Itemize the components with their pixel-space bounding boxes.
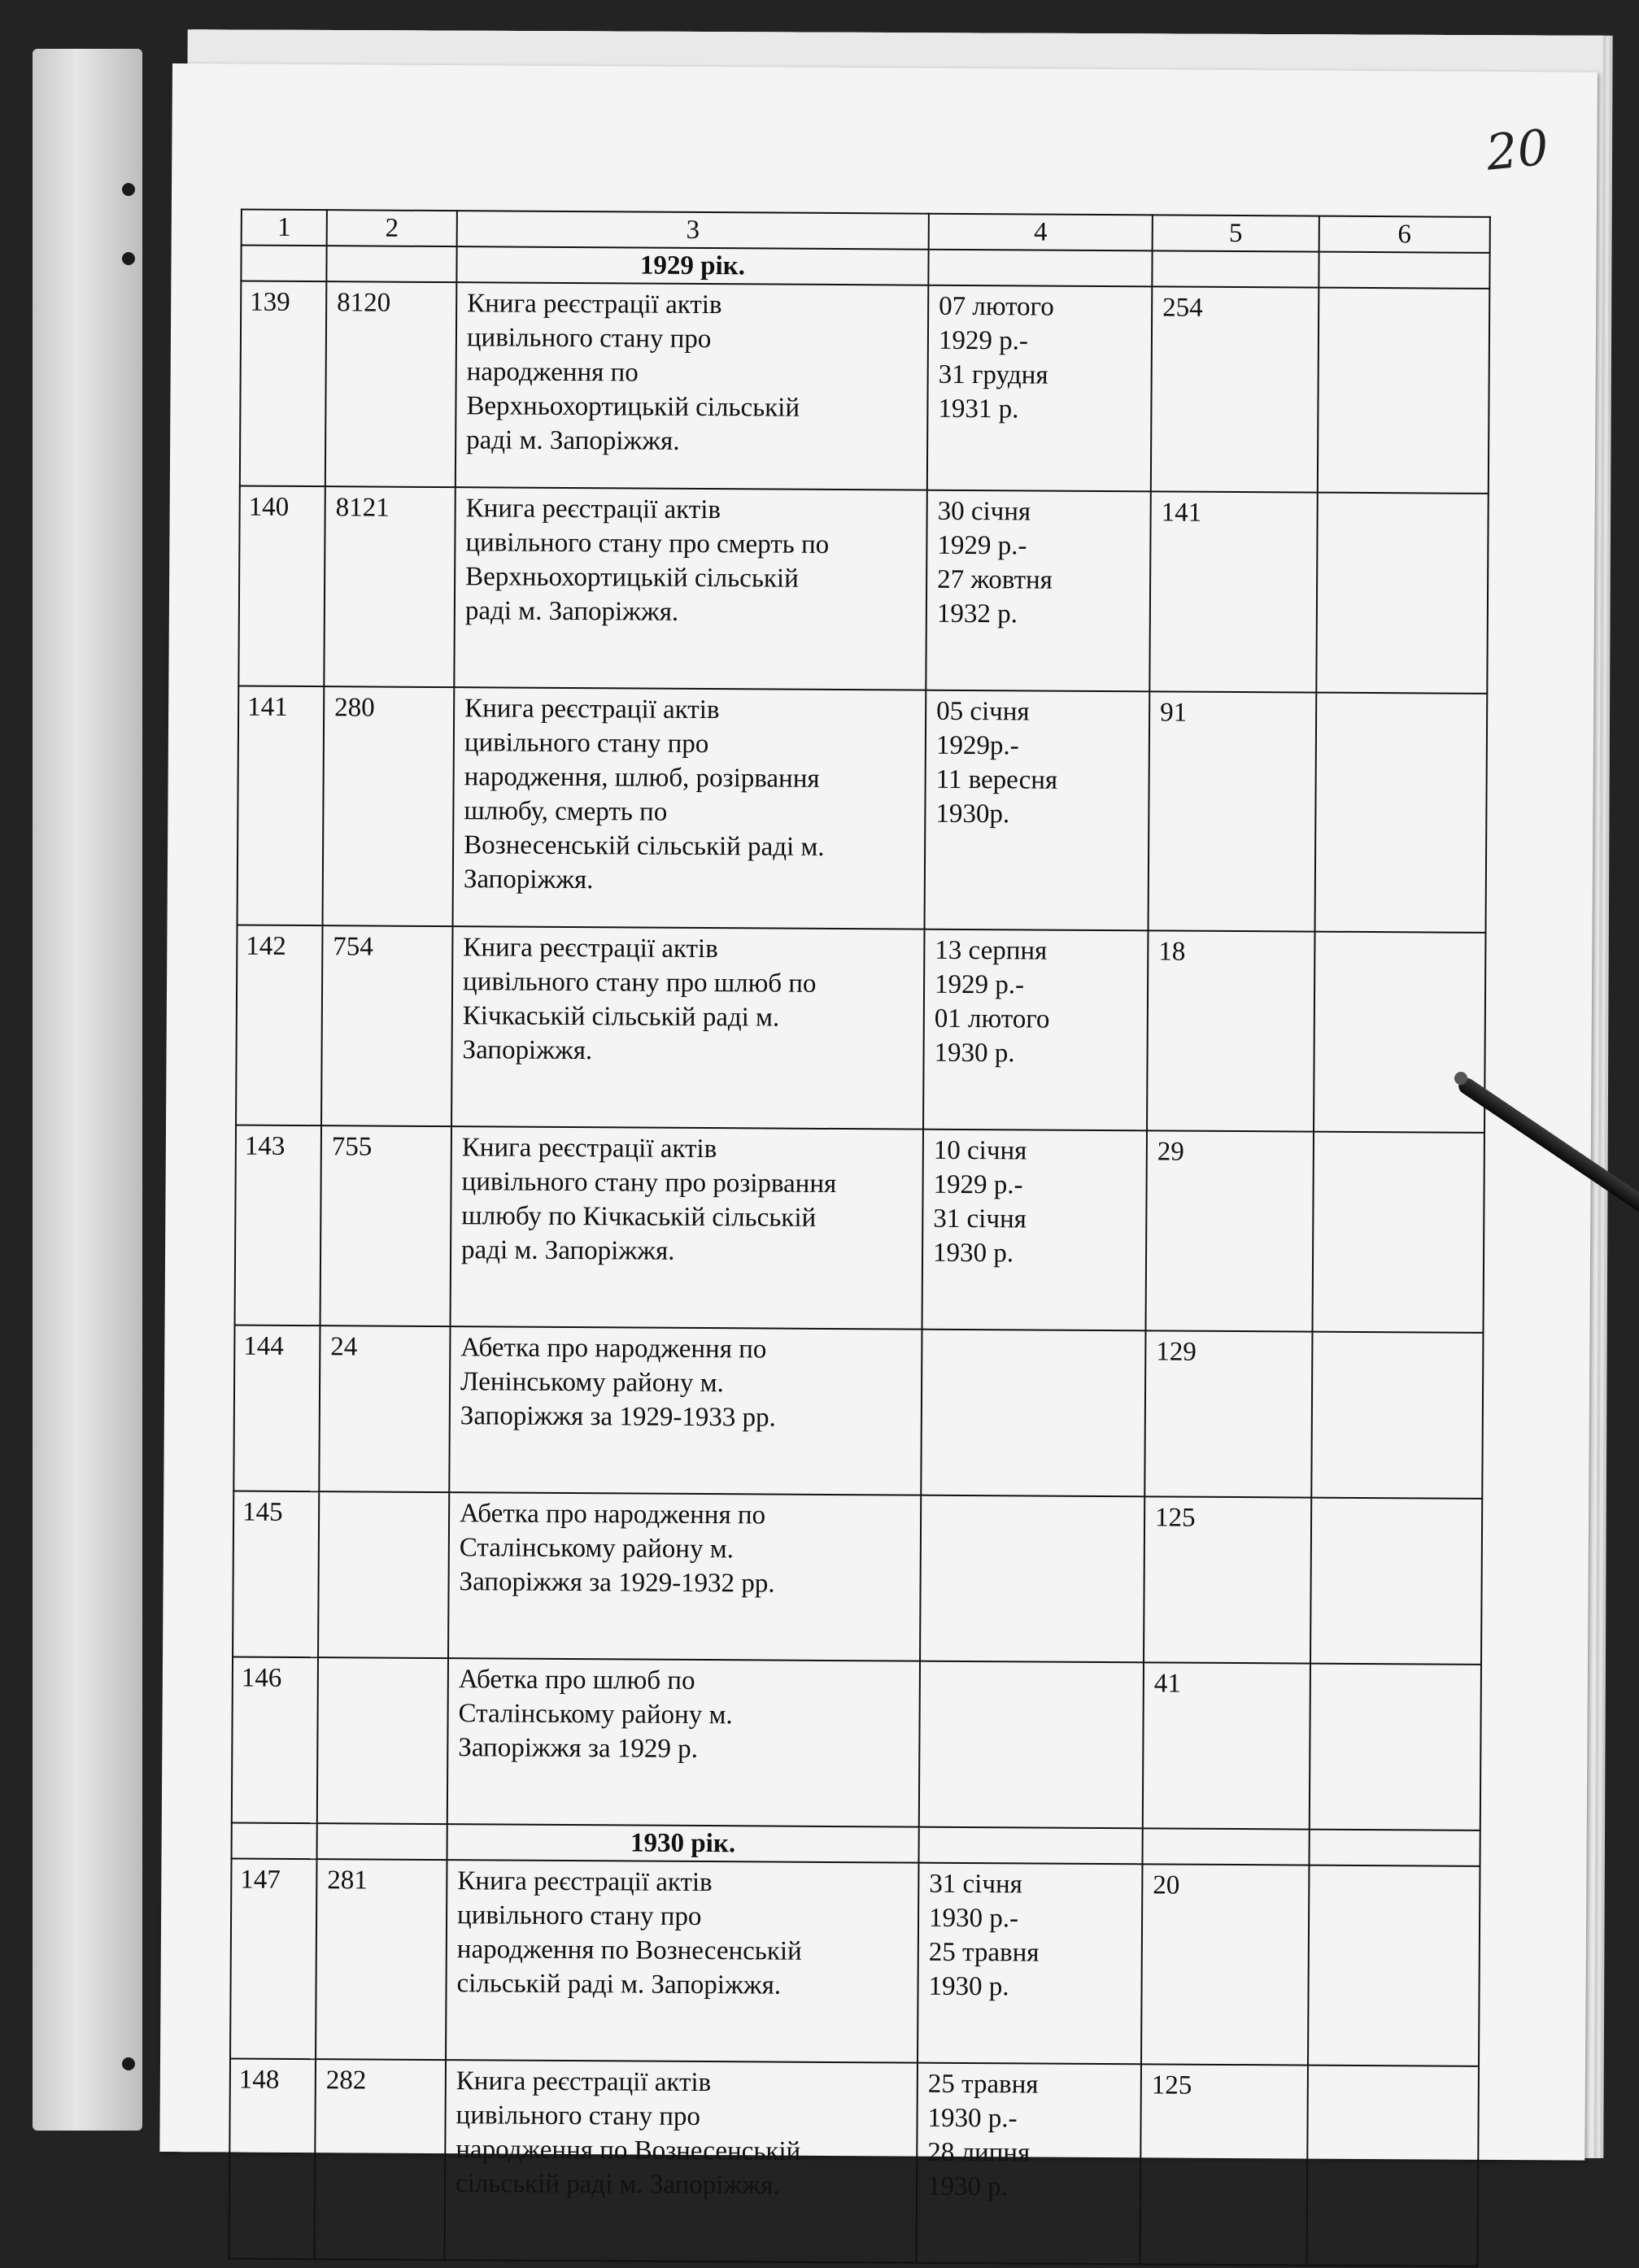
fund-number: 8121 — [324, 486, 455, 687]
record-title-line: Книга реєстрації актів — [467, 289, 722, 320]
record-dates-line: 1929 р.- — [938, 325, 1029, 356]
empty-cell — [1309, 1830, 1480, 1866]
empty-cell — [1319, 252, 1489, 289]
record-dates — [918, 1863, 1142, 2065]
record-note — [1310, 1664, 1481, 1831]
column-header: 6 — [1319, 216, 1490, 253]
sheet-count: 29 — [1146, 1130, 1314, 1331]
record-dates-line: 07 лютого — [939, 291, 1054, 322]
column-header: 2 — [327, 210, 457, 246]
sheet-count: 254 — [1151, 286, 1319, 492]
record-title-line: Книга реєстрації актів — [465, 494, 721, 525]
record-title-line: Книга реєстрації актів — [456, 2066, 712, 2098]
record-title — [451, 926, 924, 1130]
sheet-count: 20 — [1141, 1864, 1309, 2065]
record-note — [1315, 693, 1488, 933]
record-title — [447, 1658, 920, 1827]
binder-spine — [33, 49, 142, 2131]
record-title-line: народження по — [466, 357, 639, 388]
fund-number: 282 — [315, 2059, 446, 2260]
fund-number: 281 — [316, 1859, 447, 2060]
page-number: 20 — [1483, 119, 1551, 182]
record-dates — [920, 1495, 1144, 1663]
record-title-line: Ленінському району м. — [460, 1367, 724, 1399]
record-number: 139 — [240, 281, 327, 487]
record-title-line: цивільного стану про розірвання — [461, 1167, 837, 1199]
record-dates-line: 27 жовтня — [937, 564, 1053, 595]
record-dates-line: 10 січня — [933, 1135, 1027, 1166]
record-dates-line: 30 січня — [937, 496, 1031, 527]
fund-number: 754 — [321, 925, 452, 1126]
record-title-line: цивільного стану про шлюб по — [462, 967, 817, 999]
record-title-line: Кічкаській сільській раді м. — [462, 1001, 780, 1033]
record-title-line: раді м. Запоріжжя. — [460, 1235, 675, 1266]
record-title-line: Абетка про народження по — [460, 1499, 766, 1530]
record-title-line: Абетка про шлюб по — [458, 1665, 695, 1696]
record-title-line: народження по Вознесенській — [456, 2135, 801, 2166]
record-dates-line: 05 січня — [936, 696, 1030, 727]
record-title — [446, 1860, 918, 2063]
record-title-line: сільській раді м. Запоріжжя. — [455, 2169, 780, 2201]
record-dates-line: 11 вересня — [935, 764, 1058, 795]
record-dates-line: 28 липня — [927, 2137, 1031, 2168]
sheet-count: 18 — [1147, 930, 1314, 1131]
record-title-line: Сталінському району м. — [458, 1699, 733, 1730]
empty-cell — [1152, 250, 1319, 287]
record-title-line: народження, шлюб, розірвання — [464, 762, 820, 794]
sheet-count: 41 — [1143, 1662, 1310, 1829]
record-dates — [919, 1661, 1144, 1829]
table-row — [236, 925, 1485, 1133]
record-title-line: Запоріжжя. — [463, 864, 594, 895]
year-label: 1930 рік. — [447, 1824, 919, 1863]
record-title-line: цивільного стану про — [464, 728, 709, 760]
record-title-line: Книга реєстрації актів — [457, 1866, 713, 1898]
record-title-line: цивільного стану про — [466, 323, 712, 355]
column-header: 3 — [457, 211, 929, 250]
record-title-line: Книга реєстрації актів — [464, 694, 720, 725]
record-title-line: Книга реєстрації актів — [463, 933, 718, 964]
record-title-line: раді м. Запоріжжя. — [466, 425, 680, 456]
record-title-line: раді м. Запоріжжя. — [464, 596, 679, 627]
record-number: 145 — [233, 1491, 319, 1657]
record-note — [1314, 932, 1485, 1133]
record-title-line: шлюбу по Кічкаській сільській — [461, 1201, 817, 1233]
record-dates-line: 1929 р.- — [933, 1169, 1023, 1200]
fund-number: 755 — [320, 1125, 451, 1326]
record-dates — [927, 285, 1153, 492]
sheet-count: 91 — [1149, 691, 1317, 931]
fund-number: 280 — [323, 686, 455, 926]
record-title-line: шлюбу, смерть по — [464, 796, 668, 827]
registry-body — [229, 210, 1490, 2266]
record-note — [1308, 1865, 1480, 2066]
record-dates — [925, 690, 1150, 931]
record-note — [1316, 493, 1488, 694]
record-note — [1311, 1332, 1483, 1499]
record-dates — [922, 1130, 1147, 1331]
table-row — [235, 1125, 1484, 1333]
record-dates-line: 1931 р. — [938, 394, 1019, 424]
fund-number: 8120 — [325, 281, 457, 487]
binder-hole — [122, 252, 135, 265]
record-note — [1310, 1498, 1482, 1665]
record-title-line: цивільного стану про смерть по — [465, 528, 830, 559]
table-row — [233, 1325, 1483, 1498]
record-title-line: цивільного стану про — [456, 1900, 702, 1932]
binder-hole — [122, 183, 135, 196]
record-dates — [916, 2063, 1140, 2265]
fund-number: 24 — [319, 1326, 450, 1492]
sheet-count: 125 — [1140, 2064, 1307, 2265]
record-dates-line: 01 лютого — [934, 1003, 1050, 1034]
record-title — [448, 1492, 921, 1661]
record-title-line: Запоріжжя за 1929-1932 рр. — [459, 1567, 775, 1599]
record-title-line: Сталінському району м. — [459, 1533, 734, 1565]
record-title — [449, 1326, 922, 1495]
table-row — [238, 686, 1488, 933]
record-dates-line: 1930 р. — [932, 1238, 1014, 1269]
record-title — [454, 487, 926, 690]
record-dates-line: 1930 р. — [928, 1971, 1009, 2002]
fund-number — [318, 1491, 449, 1658]
record-dates-line: 31 січня — [933, 1204, 1027, 1234]
record-title-line: Запоріжжя за 1929-1933 рр. — [460, 1401, 776, 1433]
record-title-line: сільській раді м. Запоріжжя. — [456, 1969, 782, 2000]
pen-tip — [1454, 1072, 1467, 1085]
record-dates — [926, 490, 1150, 692]
record-number: 141 — [238, 686, 325, 926]
record-number: 148 — [229, 2058, 316, 2259]
record-title-line: Запоріжжя. — [462, 1035, 593, 1066]
column-header: 1 — [242, 210, 327, 246]
record-note — [1318, 288, 1490, 494]
record-note — [1312, 1132, 1484, 1333]
table-row — [238, 486, 1488, 694]
record-number: 140 — [238, 486, 325, 687]
record-title-line: цивільного стану про — [456, 2100, 701, 2132]
table-row — [232, 1656, 1481, 1830]
table-row — [233, 1491, 1482, 1664]
record-dates-line: 1930 р.- — [927, 2103, 1018, 2134]
record-number: 143 — [235, 1125, 322, 1326]
record-title — [451, 1126, 923, 1330]
year-label: 1929 рік. — [456, 246, 928, 285]
table-row — [240, 281, 1490, 494]
record-dates-line: 31 грудня — [938, 359, 1048, 390]
record-title-line: народження по Вознесенській — [456, 1935, 802, 1966]
sheet-count: 125 — [1144, 1496, 1311, 1663]
record-dates-line: 1929 р.- — [934, 969, 1025, 1000]
sheet-count: 129 — [1144, 1330, 1312, 1497]
record-title — [445, 2060, 918, 2263]
record-title-line: Абетка про народження по — [460, 1333, 767, 1365]
record-title — [456, 282, 929, 490]
record-dates-line: 31 січня — [929, 1869, 1022, 1900]
empty-cell — [326, 246, 456, 282]
record-title — [453, 687, 926, 929]
record-title-line: Верхньохортицькій сільській — [466, 391, 800, 423]
record-number: 146 — [232, 1656, 318, 1823]
record-number: 144 — [233, 1325, 320, 1491]
empty-cell — [919, 1827, 1143, 1865]
record-number: 142 — [236, 925, 323, 1126]
record-dates-line: 25 травня — [928, 1937, 1040, 1968]
record-dates — [921, 1330, 1145, 1497]
empty-cell — [317, 1823, 447, 1860]
record-number: 147 — [230, 1858, 317, 2059]
sheet-count: 141 — [1149, 491, 1317, 692]
registry-table — [229, 209, 1491, 2267]
record-title-line: Запоріжжя за 1929 р. — [458, 1733, 699, 1764]
record-dates-line: 1930 р. — [934, 1038, 1015, 1069]
record-dates-line: 13 серпня — [935, 935, 1048, 966]
record-dates-line: 1929 р.- — [937, 530, 1027, 561]
record-dates-line: 1930 р.- — [928, 1903, 1019, 1934]
empty-cell — [232, 1822, 317, 1859]
record-dates-line: 1930 р. — [926, 2171, 1009, 2202]
empty-cell — [241, 246, 326, 282]
empty-cell — [928, 250, 1152, 287]
record-title-line: Вознесенській сільській раді м. — [464, 830, 825, 862]
table-row — [230, 1858, 1480, 2066]
record-dates-line: 1929р.- — [935, 730, 1019, 761]
record-title-line: Книга реєстрації актів — [461, 1133, 717, 1164]
column-header: 4 — [929, 214, 1153, 251]
binder-hole — [122, 2057, 135, 2070]
record-title-line: Верхньохортицькій сільській — [465, 562, 799, 594]
record-dates-line: 25 травня — [927, 2069, 1039, 2100]
empty-cell — [1142, 1828, 1309, 1865]
column-header: 5 — [1153, 215, 1319, 251]
record-dates — [923, 929, 1148, 1131]
record-note — [1306, 2066, 1478, 2266]
record-dates-line: 1932 р. — [936, 599, 1018, 629]
fund-number — [317, 1657, 448, 1824]
table-row — [229, 2058, 1479, 2266]
document-page — [159, 63, 1598, 2202]
record-dates-line: 1930р. — [935, 799, 1010, 829]
